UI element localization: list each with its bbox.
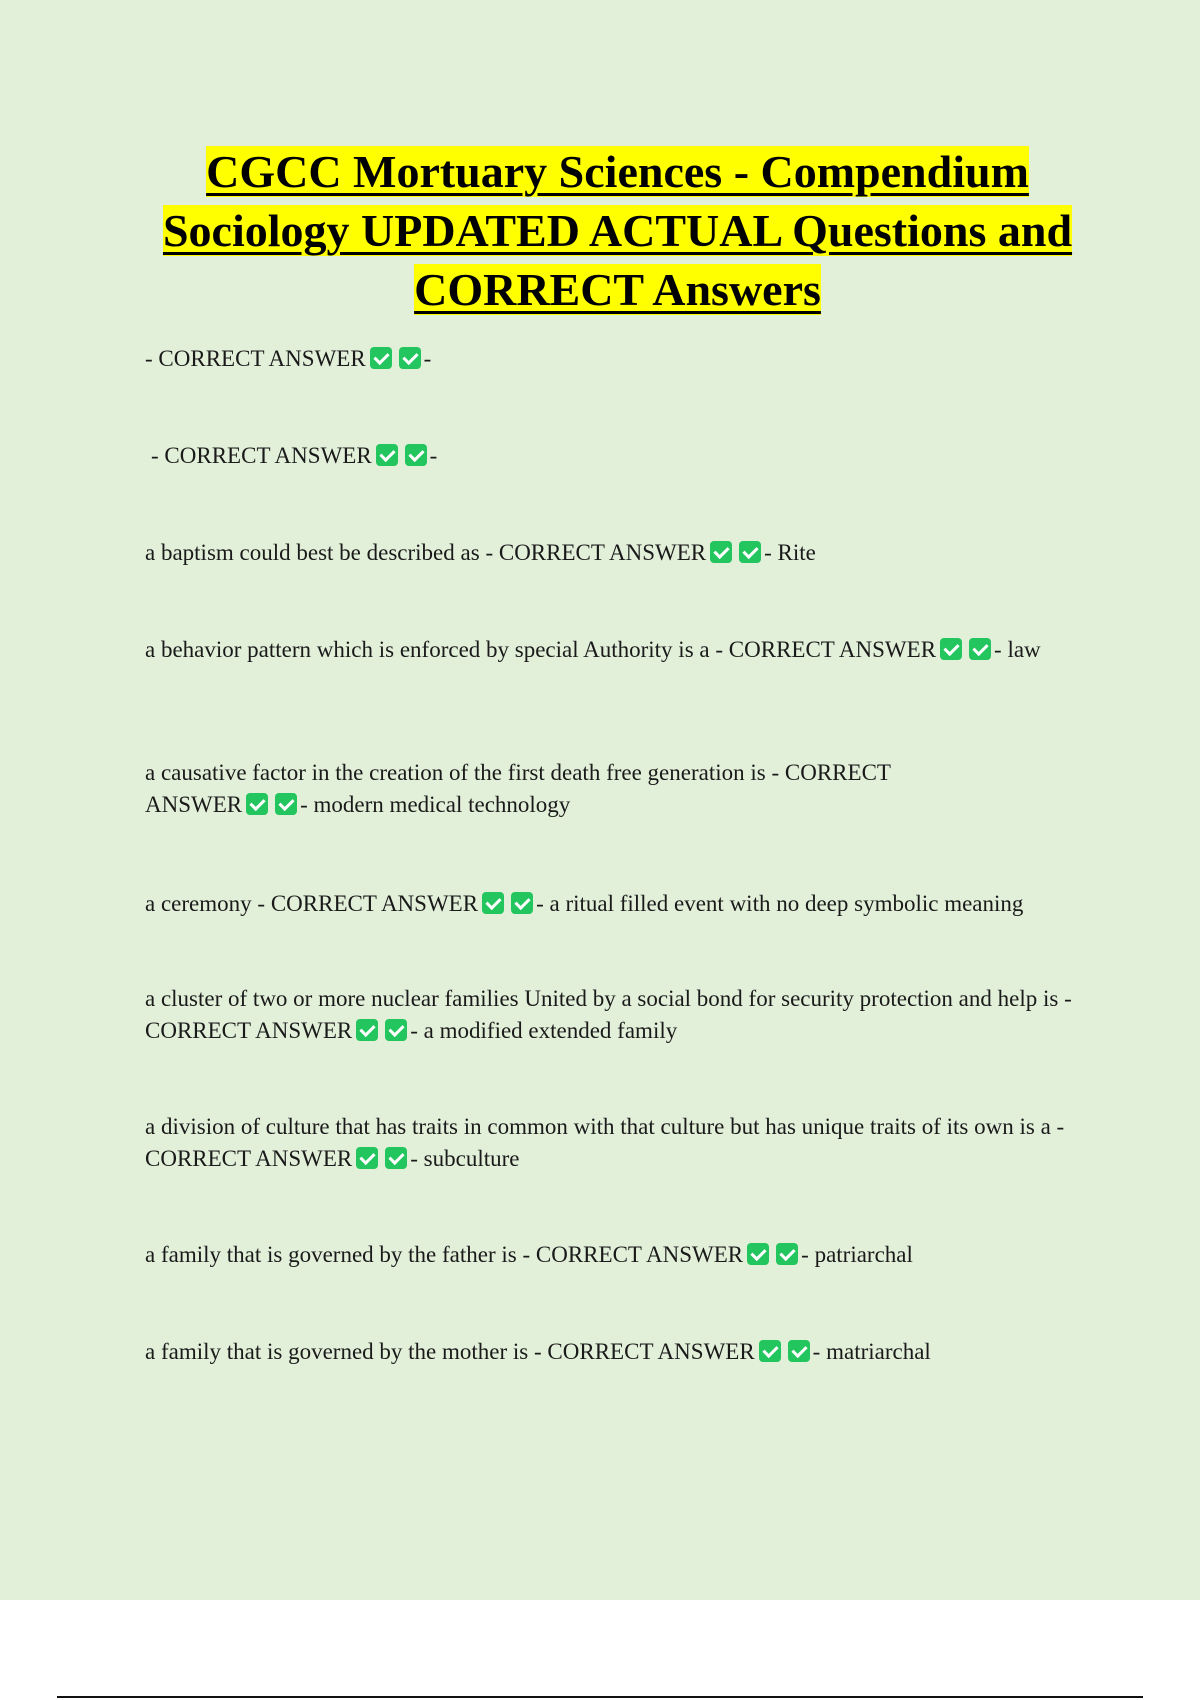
check-mark-button-icon xyxy=(482,892,504,914)
qa-marker: CORRECT ANSWER xyxy=(535,1242,744,1267)
qa-marker: CORRECT ANSWER xyxy=(498,540,707,565)
qa-separator: - xyxy=(536,891,550,916)
qa-question: a behavior pattern which is enforced by special Authority is a xyxy=(145,637,710,662)
title-block xyxy=(130,142,1105,319)
qa-separator: - xyxy=(151,443,165,468)
qa-item xyxy=(145,1336,1095,1368)
check-mark-button-icon xyxy=(385,1147,407,1169)
check-mark-button-icon xyxy=(275,793,297,815)
check-mark-button-icon xyxy=(940,638,962,660)
qa-separator: - xyxy=(410,1146,424,1171)
qa-question: a family that is governed by the mother is xyxy=(145,1339,529,1364)
check-mark-button-icon xyxy=(370,347,392,369)
check-mark-button-icon xyxy=(739,541,761,563)
qa-question: a division of culture that has traits in common with that culture but has unique traits of its own is a xyxy=(145,1114,1051,1139)
page-divider xyxy=(57,1696,1143,1698)
qa-separator: - xyxy=(994,637,1008,662)
qa-answer: a modified extended family xyxy=(423,1018,678,1043)
qa-separator: - xyxy=(300,792,314,817)
check-mark-button-icon xyxy=(776,1243,798,1265)
qa-item xyxy=(145,757,945,821)
qa-marker: CORRECT ANSWER xyxy=(158,346,366,371)
qa-question: a cluster of two or more nuclear families United by a social bond for security protection and help is xyxy=(145,986,1059,1011)
check-mark-button-icon xyxy=(788,1340,810,1362)
qa-question: a causative factor in the creation of the first death free generation is xyxy=(145,760,766,785)
qa-marker: CORRECT ANSWER xyxy=(728,637,937,662)
qa-item xyxy=(145,888,1095,920)
qa-marker: CORRECT ANSWER xyxy=(270,891,479,916)
check-mark-button-icon xyxy=(399,347,421,369)
qa-item xyxy=(151,440,1095,472)
qa-separator: - xyxy=(534,1339,548,1364)
qa-separator: - xyxy=(522,1242,536,1267)
check-mark-button-icon xyxy=(246,793,268,815)
qa-answer: a ritual filled event with no deep symbolic meaning xyxy=(549,891,1024,916)
qa-separator: - xyxy=(764,540,778,565)
qa-separator: - xyxy=(1056,1114,1065,1139)
check-mark-button-icon xyxy=(385,1019,407,1041)
qa-answer: matriarchal xyxy=(826,1339,931,1364)
qa-separator: - xyxy=(429,443,438,468)
check-mark-button-icon xyxy=(376,444,398,466)
qa-marker: CORRECT ANSWER xyxy=(164,443,372,468)
qa-item xyxy=(145,537,1095,569)
qa-question: a baptism could best be described as xyxy=(145,540,480,565)
check-mark-button-icon xyxy=(747,1243,769,1265)
check-mark-button-icon xyxy=(511,892,533,914)
qa-separator: - xyxy=(257,891,271,916)
check-mark-button-icon xyxy=(356,1019,378,1041)
qa-separator: - xyxy=(801,1242,815,1267)
check-mark-button-icon xyxy=(969,638,991,660)
qa-separator: - xyxy=(771,760,785,785)
qa-separator: - xyxy=(410,1018,424,1043)
qa-separator: - xyxy=(485,540,499,565)
qa-question: a ceremony xyxy=(145,891,252,916)
qa-marker: CORRECT ANSWER xyxy=(547,1339,755,1364)
qa-item xyxy=(145,1111,1095,1175)
qa-answer: law xyxy=(1007,637,1041,662)
document-title: CGCC Mortuary Sciences - Compendium Sociology UPDATED ACTUAL Questions and CORRECT Answers xyxy=(162,146,1073,315)
qa-marker: CORRECT ANSWER xyxy=(145,1146,353,1171)
check-mark-button-icon xyxy=(356,1147,378,1169)
qa-answer: patriarchal xyxy=(814,1242,913,1267)
qa-separator: - xyxy=(715,637,729,662)
qa-item xyxy=(145,343,1095,375)
qa-answer: modern medical technology xyxy=(313,792,571,817)
check-mark-button-icon xyxy=(710,541,732,563)
qa-separator: - xyxy=(812,1339,827,1364)
qa-item xyxy=(145,1239,1095,1271)
qa-item xyxy=(145,634,1075,666)
qa-item xyxy=(145,983,1095,1047)
qa-answer: subculture xyxy=(423,1146,520,1171)
qa-separator: - xyxy=(145,346,159,371)
qa-marker: CORRECT ANSWER xyxy=(145,1018,353,1043)
qa-answer: Rite xyxy=(777,540,816,565)
check-mark-button-icon xyxy=(405,444,427,466)
check-mark-button-icon xyxy=(759,1340,781,1362)
qa-marker: CORRECT ANSWER xyxy=(145,760,891,817)
qa-separator: - xyxy=(423,346,432,371)
qa-separator: - xyxy=(1064,986,1072,1011)
qa-question: a family that is governed by the father is xyxy=(145,1242,517,1267)
